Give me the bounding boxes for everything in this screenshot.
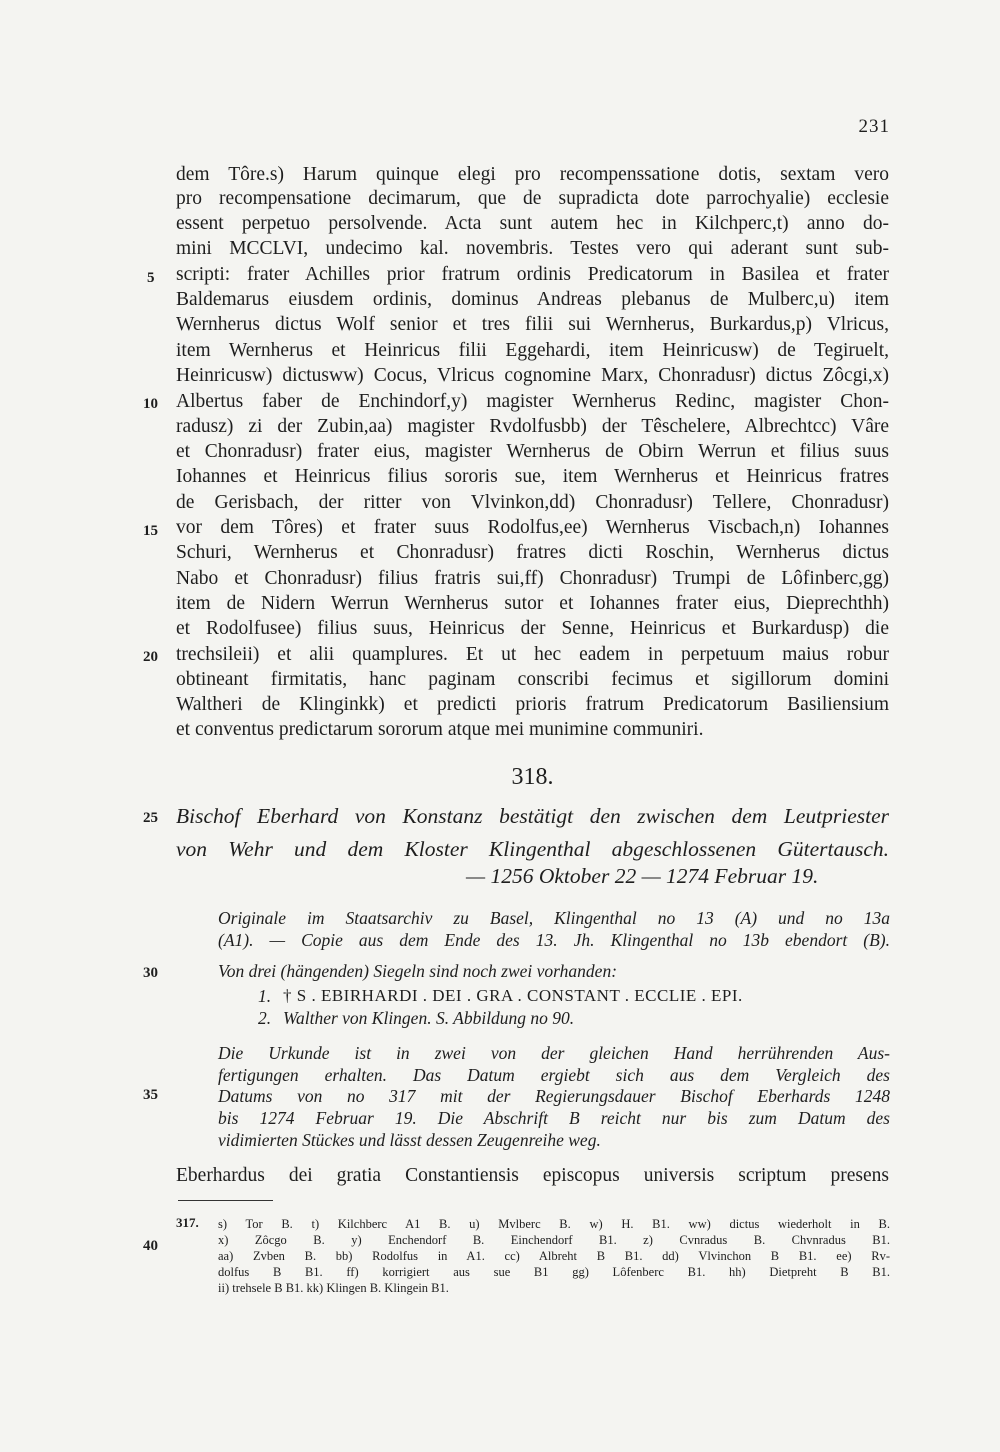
- seal-number: 2.: [258, 1008, 272, 1028]
- text-line: mini MCCLVI, undecimo kal. novembris. Testes vero qui aderant sunt sub-: [176, 238, 889, 259]
- footnote-document-ref: 317.: [176, 1215, 199, 1230]
- text-line: pro recompensatione decimarum, que de supradicta dote parrochyalie) ecclesie: [176, 188, 889, 209]
- footnote-line: s) Tor B. t) Kilchberc A1 B. u) Mvlberc B. w) H. B1. ww) dictus wiederholt in B.: [218, 1217, 890, 1231]
- text-line: et conventus predictarum sororum atque mei munimine communiri.: [176, 719, 704, 740]
- footnote-line: ii) trehsele B B1. kk) Klingen B. Klingein B1.: [218, 1281, 449, 1295]
- text-line: obtineant firmitatis, hanc paginam conscribi fecimus et sigillorum domini: [176, 669, 889, 690]
- text-line: vor dem Tôres) et frater suus Rodolfus,ee) Wernherus Viscbach,n) Iohannes: [176, 517, 889, 538]
- remark-line: bis 1274 Februar 19. Die Abschrift B reicht nur bis zum Datum des: [218, 1108, 890, 1128]
- text-line: Wernherus dictus Wolf senior et tres filii sui Wernherus, Burkardus,p) Vlricus,: [176, 314, 889, 335]
- text-line: de Gerisbach, der ritter von Vlvinkon,dd) Chonradusr) Tellere, Chonradusr): [176, 492, 889, 513]
- footnote-separator: [178, 1200, 273, 1201]
- text-line: Nabo et Chonradusr) filius fratris sui,ff) Chonradusr) Trumpi de Lôfinberc,gg): [176, 568, 889, 589]
- text-line: scripti: frater Achilles prior fratrum ordinis Predicatorum in Basilea et frater: [176, 264, 889, 285]
- footnote-line: x) Zôcgo B. y) Enchendorf B. Einchendorf B1. z) Cvnradus B. Chvnradus B1.: [218, 1233, 890, 1247]
- line-number: 25: [143, 810, 158, 826]
- remark-line: fertigungen erhalten. Das Datum ergiebt sich aus dem Vergleich des: [218, 1065, 890, 1085]
- seal-number: 1.: [258, 986, 272, 1006]
- text-line: item de Nidern Werrun Wernherus sutor et Iohannes frater eius, Dieprechthh): [176, 593, 889, 614]
- line-number: 20: [143, 649, 158, 665]
- text-line: Iohannes et Heinricus filius sororis sue, item Wernherus et Heinricus fratres: [176, 466, 889, 487]
- remark-line: Die Urkunde ist in zwei von der gleichen Hand herrührenden Aus-: [218, 1043, 890, 1063]
- line-number: 15: [143, 523, 158, 539]
- line-number: 10: [143, 396, 158, 412]
- text-line: Waltheri de Klinginkk) et predicti prioris fratrum Predicatorum Basiliensium: [176, 694, 889, 715]
- text-line: essent perpetuo persolvende. Acta sunt autem hec in Kilchperc,t) anno do-: [176, 213, 889, 234]
- seal-description: Walther von Klingen. S. Abbildung no 90.: [283, 1008, 575, 1028]
- text-line: Albertus faber de Enchindorf,y) magister Wernherus Redinc, magister Chon-: [176, 391, 889, 412]
- source-note-line: (A1). — Copie aus dem Ende des 13. Jh. Klingenthal no 13b ebendort (B).: [218, 930, 890, 950]
- source-note-line: Originale im Staatsarchiv zu Basel, Klingenthal no 13 (A) und no 13a: [218, 908, 890, 928]
- line-number: 30: [143, 965, 158, 981]
- page-number: 231: [858, 116, 890, 137]
- text-line: item Wernherus et Heinricus filii Eggehardi, item Heinricusw) de Tegiruelt,: [176, 340, 889, 361]
- text-line: radusz) zi der Zubin,aa) magister Rvdolfusbb) der Têschelere, Albrechtcc) Vâre: [176, 416, 889, 437]
- text-line: Baldemarus eiusdem ordinis, dominus Andreas plebanus de Mulberc,u) item: [176, 289, 889, 310]
- text-line: Schuri, Wernherus et Chonradusr) fratres dicti Roschin, Wernherus dictus: [176, 542, 889, 563]
- footnote-line: aa) Zvben B. bb) Rodolfus in A1. cc) Albreht B B1. dd) Vlvinchon B B1. ee) Rv-: [218, 1249, 890, 1263]
- charter-text-start: Eberhardus dei gratia Constantiensis episcopus universis scriptum presens: [176, 1165, 889, 1186]
- regest-line: Bischof Eberhard von Konstanz bestätigt den zwischen dem Leutpriester: [176, 804, 889, 828]
- text-line: Heinricusw) dictusww) Cocus, Vlricus cognomine Marx, Chonradusr) dictus Zôcgi,x): [176, 365, 889, 386]
- footnote-line: dolfus B B1. ff) korrigiert aus sue B1 gg) Lôfenberc B1. hh) Dietpreht B B1.: [218, 1265, 890, 1279]
- seal-legend: † S . EBIRHARDI . DEI . GRA . CONSTANT . ECCLIE . EPI.: [283, 986, 743, 1005]
- line-number: 35: [143, 1087, 158, 1103]
- regest-date: — 1256 Oktober 22 — 1274 Februar 19.: [466, 864, 819, 888]
- seal-intro: Von drei (hängenden) Siegeln sind noch zwei vorhanden:: [218, 961, 618, 981]
- line-number: 5: [147, 270, 155, 286]
- text-line: dem Tôre.s) Harum quinque elegi pro recompenssatione dotis, sextam vero: [176, 164, 889, 185]
- regest-line: von Wehr und dem Kloster Klingenthal abgeschlossenen Gütertausch.: [176, 837, 889, 861]
- remark-line: Datums von no 317 mit der Regierungsdauer Bischof Eberhards 1248: [218, 1086, 890, 1106]
- text-line: et Rodolfusee) filius suus, Heinricus der Senne, Heinricus et Burkardusp) die: [176, 618, 889, 639]
- document-number: 318.: [511, 764, 554, 790]
- text-line: trechsileii) et alii quamplures. Et ut hec eadem in perpetuum maius robur: [176, 644, 889, 665]
- text-line: et Chonradusr) frater eius, magister Wernherus de Obirn Werrun et filius suus: [176, 441, 889, 462]
- line-number: 40: [143, 1238, 158, 1254]
- remark-line: vidimierten Stückes und lässt dessen Zeugenreihe weg.: [218, 1130, 601, 1150]
